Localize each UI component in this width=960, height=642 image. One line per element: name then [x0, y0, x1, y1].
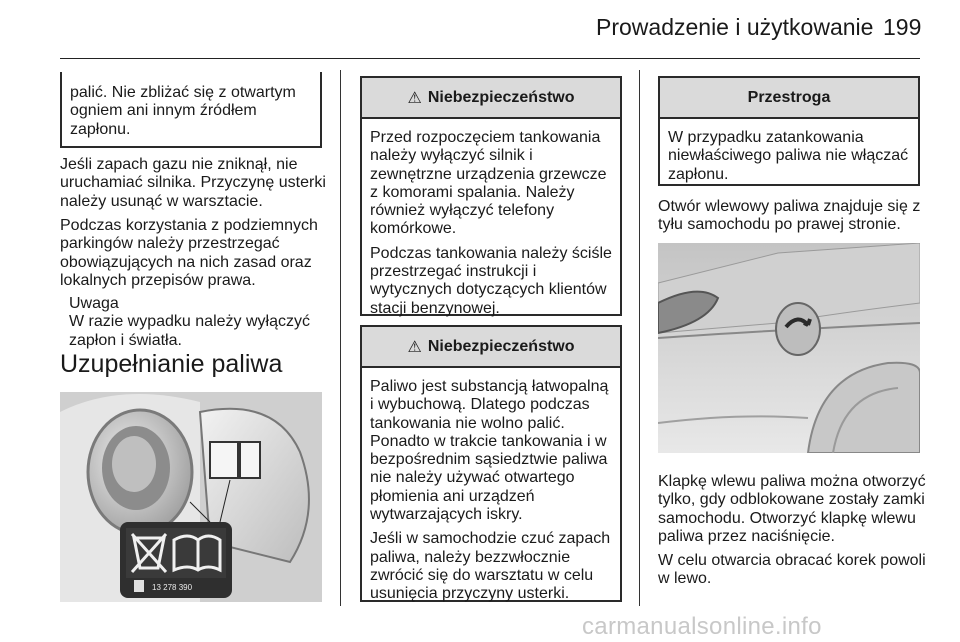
warning-triangle-icon: ⚠ — [407, 89, 422, 107]
text-line: tylko, gdy odblokowane zostały zamki — [658, 491, 925, 509]
text-line: komórkowe. — [370, 220, 457, 238]
danger-box-2-header — [362, 327, 620, 368]
text-line: należy wyłączyć silnik i — [370, 147, 533, 165]
running-header-title: Prowadzenie i użytkowanie — [596, 14, 874, 40]
danger-box-2-paragraph-2 — [370, 530, 612, 603]
text-line: Jeśli zapach gazu nie zniknął, nie — [60, 156, 298, 173]
caution-box-body — [660, 119, 918, 184]
text-line: Jeśli w samochodzie czuć zapach — [370, 530, 611, 548]
text-line: W razie wypadku należy wyłączyć — [69, 313, 310, 331]
note-block — [69, 295, 310, 350]
text-line: w lewo. — [658, 570, 712, 588]
paragraph-turn-cap — [658, 552, 926, 589]
danger-box-1-header — [362, 78, 620, 119]
text-line: przestrzegać instrukcji i — [370, 263, 537, 281]
text-line: paliwa, należy bezzwłocznie — [370, 548, 571, 566]
text-line: W przypadku zatankowania — [668, 129, 864, 146]
caution-box — [658, 76, 920, 186]
danger-box-1-paragraph-2 — [370, 245, 612, 318]
text-line: Klapkę wlewu paliwa można otworzyć — [658, 473, 926, 490]
header-rule — [60, 58, 920, 59]
note-title: Uwaga — [69, 295, 119, 312]
fuel-flap-graphic — [60, 392, 322, 602]
text-line: tyłu samochodu po prawej stronie. — [658, 216, 901, 234]
text-line: wytycznych dotyczących klientów — [370, 281, 607, 299]
danger-box-2-body — [362, 368, 620, 604]
continued-warning-box — [60, 72, 322, 148]
text-line: wytwarzających iskry. — [370, 506, 523, 524]
section-heading: Uzupełnianie paliwa — [60, 350, 283, 378]
text-line: stacji benzynowej. — [370, 299, 500, 317]
warning-triangle-icon: ⚠ — [407, 338, 422, 356]
text-line: płomienia ani urządzeń — [370, 487, 535, 505]
danger-box-1 — [360, 76, 622, 316]
text-line: uruchamiać silnika. Przyczynę usterki — [60, 174, 326, 192]
caution-box-header — [660, 78, 918, 119]
text-line: niewłaściwego paliwa nie włączać — [668, 147, 909, 165]
text-line: Podczas korzystania z podziemnych — [60, 217, 318, 234]
danger-box-2 — [360, 325, 622, 602]
text-line: zwrócić się do warsztatu w celu — [370, 566, 594, 584]
text-line: zapłonu. — [668, 165, 729, 183]
text-line: obowiązujących na nich zasad oraz — [60, 253, 312, 271]
text-line: Podczas tankowania należy ściśle — [370, 244, 612, 262]
paragraph-filler-location — [658, 198, 920, 235]
column-divider-1 — [340, 70, 341, 606]
page-number: 199 — [883, 14, 922, 40]
text-line: paliwa przez naciśnięcie. — [658, 527, 835, 545]
text-line: tankowania nie wolno palić. — [370, 414, 565, 432]
caution-box-title: Przestroga — [747, 88, 831, 106]
text-line: Paliwo jest substancją łatwopalną — [370, 378, 609, 395]
danger-box-1-title: Niebezpieczeństwo — [427, 88, 575, 106]
text-line: należy usunąć w warsztacie. — [60, 192, 263, 210]
car-rear-illustration — [658, 243, 920, 453]
text-line: zewnętrzne urządzenia grzewcze — [370, 165, 607, 183]
text-line: Otwór wlewowy paliwa znajduje się z — [658, 198, 921, 215]
text-line: samochodu. Otworzyć klapkę wlewu — [658, 509, 916, 527]
text-line: z komorami spalania. Należy — [370, 183, 575, 201]
watermark: carmanualsonline.info — [582, 613, 822, 640]
text-line: Przed rozpoczęciem tankowania — [370, 129, 601, 146]
text-line: zapłon i światła. — [69, 331, 182, 349]
danger-box-1-body — [362, 119, 620, 318]
text-line: W celu otwarcia obracać korek powoli — [658, 552, 926, 569]
paragraph-flap-unlock — [658, 473, 926, 546]
text-line: Ponadto w trakcie tankowania i w — [370, 432, 607, 450]
text-line: usunięcia przyczyny usterki. — [370, 585, 570, 603]
text-line: parkingów należy przestrzegać — [60, 235, 280, 253]
text-line: i wybuchową. Dlatego podczas — [370, 396, 590, 414]
car-rear-graphic — [658, 243, 920, 453]
text-line: palić. Nie zbliżać się z otwartym — [70, 84, 296, 101]
text-line: lokalnych przepisów prawa. — [60, 271, 256, 289]
paragraph-parking — [60, 217, 318, 290]
column-divider-2 — [639, 70, 640, 606]
text-line: nie należy używać otwartego — [370, 469, 575, 487]
text-line: ogniem ani innym źródłem — [70, 102, 257, 120]
danger-box-2-paragraph-1 — [370, 378, 612, 524]
part-number-label: 13 278 390 — [152, 583, 193, 592]
danger-box-1-paragraph-1 — [370, 129, 612, 239]
continued-warning-text — [70, 84, 312, 139]
text-line: również wyłączyć telefony — [370, 202, 555, 220]
text-line: zapłonu. — [70, 120, 131, 138]
danger-box-2-title: Niebezpieczeństwo — [427, 337, 575, 355]
fuel-flap-illustration — [60, 392, 322, 602]
paragraph-gas-smell — [60, 156, 326, 211]
text-line: bezpośrednim sąsiedztwie paliwa — [370, 451, 608, 469]
